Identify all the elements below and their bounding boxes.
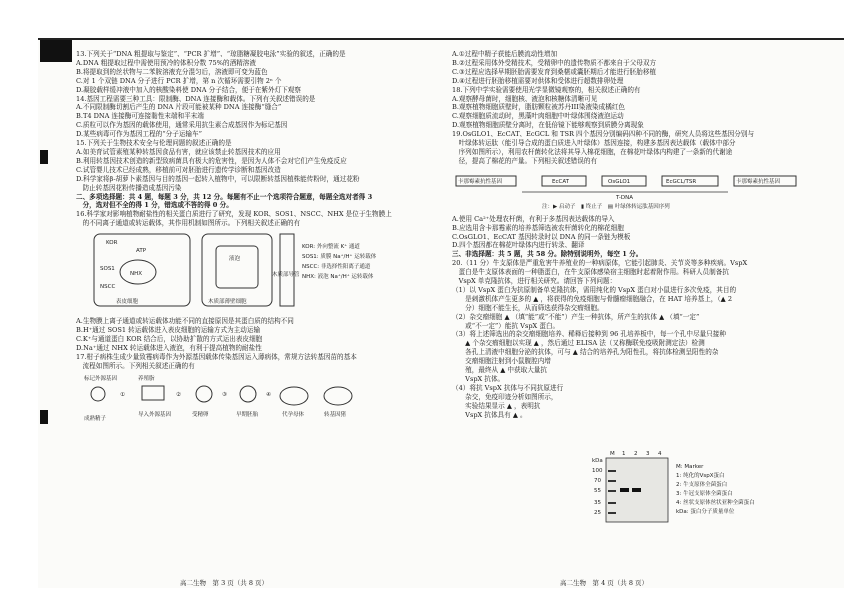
text-line: 分）细胞不能生长，从而筛选获得杂交瘤细胞。 — [452, 303, 604, 312]
text-line: （4）将抗 VspX 抗体与不同抗原进行 — [452, 383, 564, 392]
text-line: A.观察酵母菌时，细胞核、液泡和核糖体清晰可见 — [452, 94, 598, 103]
sperm-label: 成熟精子 — [84, 416, 107, 423]
blot-legend-line: 3: 牛冠支原体全菌蛋白 — [676, 491, 733, 497]
xylem-label: 木质部导管 — [272, 272, 300, 279]
step-label: 受精卵 — [192, 412, 209, 419]
lane-label: 1 — [622, 451, 626, 457]
sos1-label: SOS1 — [100, 266, 115, 273]
text-line: VspX 抗体。 — [452, 375, 505, 383]
nhx-label: NHX — [130, 271, 143, 278]
section-heading: 分，选对但不全的得 1 分，错选或不答的得 0 分。 — [76, 201, 233, 210]
gene-label: 卡那霉素抗性基因 — [458, 178, 503, 185]
text-line: 16.科学家对影响植物耐盐性的相关蛋白质进行了研究，发现 KOR、SOS1、NSCC、NHX 是位于生物膜上 — [76, 210, 392, 219]
text-line: 各孔上清液中细胞分泌的抗体，可与 ▲ 结合的培养孔为阳性孔，将抗体检测呈阳性的杂 — [452, 348, 719, 357]
nscc-label: NSCC — [100, 284, 116, 291]
kda-label: kDa — [592, 458, 603, 464]
transgenic-pig-flow-figure — [76, 372, 376, 432]
text-line: （2）杂交瘤细胞 ▲ （填“能”或“不能”）产生一种抗体，所产生的抗体 ▲ （填“一定” — [452, 312, 700, 321]
lane-label: M — [610, 451, 615, 457]
gene-construct-figure — [452, 168, 822, 210]
text-line: 交瘤细胞注射到小鼠腹腔内增 — [452, 357, 551, 366]
text-line: 蛋白是牛支原体表面的一种脂蛋白，在牛支原体感染宿主细胞时起着附作用。科研人员制备抗 — [452, 268, 729, 277]
page-3-column — [76, 50, 446, 437]
text-line: B.②过程采用体外受精技术，受精卵中的遗传物质不都来自于父母双方 — [452, 58, 657, 67]
gene-label: OsGLO1 — [608, 178, 631, 185]
text-line: （3）将上述筛选出的杂交瘤细胞培养、稀释后接种到 96 孔培养板中，每一个孔中尽量只接种 — [452, 330, 726, 339]
western-blot-figure — [592, 448, 832, 526]
size-label: 100 — [592, 468, 603, 474]
vacuole-2-shape — [216, 246, 258, 288]
surrogate-pig — [280, 387, 308, 405]
text-line: C.质粒可以作为基因的载体使用，通常采用抗生素合成基因作为标记基因 — [76, 121, 288, 130]
step-number: ① — [120, 392, 125, 399]
binding-mark — [40, 410, 48, 424]
legend-line: NSCC: 非选择性阳离子通道 — [302, 264, 371, 271]
marker-band — [608, 490, 616, 492]
text-line: D.观察植物细胞质壁分离时，在低倍镜下能够观察到质膜分离现象 — [452, 121, 644, 130]
page-footer-right: 高二生物 第 4 页（共 8 页） — [560, 579, 649, 587]
step-label: 标记外源基因 — [84, 376, 118, 383]
size-label: 35 — [594, 500, 601, 506]
marker-band — [608, 470, 616, 472]
text-line: 或“不一定”）能抗 VspX 蛋白。 — [452, 321, 560, 330]
text-line: A.①过程中精子获能后膜流动性增加 — [452, 50, 558, 58]
legend-line: KOR: 外向整流 K⁺ 通道 — [302, 244, 360, 251]
text-line: D.某些病毒可作为基因工程的“分子运输车” — [76, 130, 202, 139]
text-line: 径，提高了棉花的产量。下列相关叙述错误的有 — [452, 156, 598, 165]
marker-band — [608, 502, 616, 504]
text-line: 防止转基因花粉传播造成基因污染 — [76, 183, 182, 192]
lane-label: 2 — [634, 451, 638, 457]
text-line: B.将提取到的丝状物与二苯胺溶液充分混匀后，溶液即可变为蓝色 — [76, 67, 268, 76]
text-line: 实验结果显示 ▲ ，表明抗 — [452, 401, 541, 410]
size-label: 55 — [594, 488, 601, 494]
section-heading: 三、非选择题：共 5 题，共 58 分。除特别说明外，每空 1 分。 — [452, 250, 643, 259]
step-label: 转基因猪 — [324, 412, 347, 419]
text-line: B.利用转基因技术创造的新型致病菌具有极大的危害性，是因为人体不会对它们产生免疫反应 — [76, 156, 347, 165]
text-line: D.Na⁺通过 NHX 转运载体进入液泡，有利于提高植物的耐盐性 — [76, 343, 262, 352]
text-line: B.应选用含卡那霉素的培养基筛选被农杆菌转化的棉花细胞 — [452, 223, 624, 232]
text-line: 19.OsGLO1、EcCAT、EcGCL 和 TSR 四个基因分别编码四种不同的酶，研究人员将这些基因分别与 — [452, 130, 755, 139]
text-line: 流程如图所示。下列相关叙述正确的有 — [76, 361, 195, 370]
text-line: VspX 抗体具有 ▲ 。 — [452, 410, 527, 419]
text-line: B.观察植物细胞质壁时，脂肪颗粒被苏丹III染液染成橘红色 — [452, 103, 626, 112]
section-heading: 二、多项选择题：共 4 题，每题 3 分，共 12 分。每题有不止一个选项符合题意，每题全选对者得 3 — [76, 192, 373, 201]
parenchyma-cell — [202, 234, 272, 306]
text-line: D.四个基因都在棉花叶绿体内进行转录、翻译 — [452, 241, 585, 250]
step-number: ② — [176, 392, 181, 399]
text-line: 杂交，免疫印迹分析如图所示， — [452, 392, 558, 401]
step-label: 早期胚胎 — [236, 412, 259, 419]
step-number: ④ — [266, 392, 271, 399]
legend-line: SOS1: 质膜 Na⁺/H⁺ 运转载体 — [302, 254, 376, 261]
vacuole-label: 液泡 — [229, 256, 241, 263]
blot-legend-line: 1: 纯化的VspX蛋白 — [676, 473, 725, 479]
text-line: B.T4 DNA 连接酶可连接黏性末端和平末端 — [76, 112, 204, 121]
marker-band — [608, 480, 616, 482]
text-line: C.OsGLO1、EcCAT 基因转录时以 DNA 的同一条链为模板 — [452, 232, 631, 241]
binding-mark — [40, 150, 48, 164]
step-label: 导入外源基因 — [138, 412, 172, 419]
size-label: 25 — [594, 510, 601, 516]
page-footer-left: 高二生物 第 3 页（共 8 页） — [180, 579, 269, 587]
gene-label: 卡那霉素抗性基因 — [736, 178, 781, 185]
blot-legend-line: M: Marker — [676, 464, 704, 470]
gene-label: EcGCL/TSR — [666, 178, 697, 185]
blot-legend-line: kDa: 蛋白分子质量单位 — [676, 509, 735, 515]
size-label: 70 — [594, 478, 601, 484]
text-line: C.试管婴儿技术已经成熟，移植前可对胚胎进行遗传学诊断和基因改造 — [76, 165, 281, 174]
text-line: 13.下列关于“DNA 粗提取与鉴定”、“PCR 扩增”、“琼脂糖凝胶电泳”实验的叙述，正确的是 — [76, 50, 346, 58]
xylem-vessel — [280, 234, 294, 306]
text-line: C.K⁺与通道蛋白 KOR 结合后，以协助扩散的方式运出表皮细胞 — [76, 334, 263, 343]
text-line: A.DNA 粗提取过程中需使用预冷的体积分数 75%的酒精溶液 — [76, 58, 256, 67]
sample-band — [620, 488, 629, 492]
text-line: B.H⁺通过 SOS1 转运载体进入表皮细胞的运输方式为主动运输 — [76, 325, 261, 334]
scan-corner-mark — [40, 40, 72, 62]
sample-band — [632, 488, 641, 492]
text-line: VspX 单克隆抗体，进行相关研究。请回答下列问题： — [452, 277, 617, 286]
cell-wall-label: 木质部薄壁细胞 — [208, 299, 247, 306]
text-line: 18.下列中学实验需要使用光学显微镜观察的，相关叙述正确的有 — [452, 85, 641, 94]
text-line: 序列如图所示），利用农杆菌转化法将其导入棉花细胞，在棉花叶绿体内构建了一条新的代谢途 — [452, 147, 733, 156]
atp-label: ATP — [136, 248, 147, 255]
blot-legend-line: 2: 牛支原体全菌蛋白 — [676, 482, 728, 488]
gene-circle — [91, 387, 105, 401]
text-line: ▲ 个杂交瘤细胞以实现 ▲ ，然后通过 ELISA 法（又称酶联免疫吸附测定法）检测 — [452, 339, 705, 348]
epidermis-label: 表皮细胞 — [116, 299, 139, 306]
step-label: 代孕母体 — [282, 412, 305, 419]
tdna-label: T-DNA — [616, 194, 633, 201]
lane-label: 4 — [658, 451, 662, 457]
text-line: C.③过程应选择早期胚胎需要发育到桑椹或囊胚期后才能进行胚胎移植 — [452, 67, 657, 76]
culture-dish — [142, 386, 164, 400]
zygote-circle — [196, 386, 212, 402]
text-line: 殖，最终从 ▲ 中获取大量抗 — [452, 366, 547, 375]
text-line: 17.柑子病株生成少量致霉病毒作为外源基因载体传染基因运入薄病体，常规方法转基因苗的基本 — [76, 352, 357, 361]
text-line: D.科学家将β-胡萝卜素基因与目的基因一起转入植物中，可以限断转基因植株能传粉时，通过花粉 — [76, 174, 360, 183]
text-line: D.④过程进行胚胎移植需要对供体和受体进行超数排卵处理 — [452, 76, 624, 85]
legend-line: NHX: 液泡 Na⁺/H⁺ 运转载体 — [302, 274, 374, 281]
ion-transport-figure — [76, 230, 376, 312]
text-line: A.使用 Ca²⁺处理农杆菌，有利于多基因表达载体的导入 — [452, 214, 615, 223]
text-line: D.凝胶载样缓冲液中加入的核酸染料使 DNA 分子结合，便于在紫外灯下观察 — [76, 85, 301, 94]
text-line: C.观察细胞质流动时，黑藻叶肉细胞中叶绿体围绕液泡运动 — [452, 112, 624, 121]
text-line: 15.下列关于生物技术安全与伦理问题的叙述正确的是 — [76, 139, 232, 148]
text-line: 20.（11 分）牛支原体是严重危害牛养殖业的一种病原体，它能引起肺炎、关节炎等多种疾病。VspX — [452, 259, 748, 268]
text-line: 是刺激机体产生更多的 ▲ ，将获得的免疫细胞与骨髓瘤细胞融合，在 HAT 培养基上，（▲ 2 — [452, 294, 733, 303]
text-line: A.如美育试管素殖某种转基因食品有害，就应该禁止转基因技术的应用 — [76, 147, 281, 156]
text-line: A.不同限制酶切割后产生的 DNA 片段可能被某种 DNA 连接酶“缝合” — [76, 103, 282, 112]
step-label: 养殖脂 — [138, 376, 155, 383]
marker-band — [608, 512, 616, 514]
text-line: （1）以 VspX 蛋白为抗原制备单克隆抗体，需用纯化的 VspX 蛋白对小鼠进行多次免疫，其目的 — [452, 285, 737, 294]
step-number: ③ — [222, 392, 227, 399]
text-line: 14.基因工程需要三种工具：限制酶、DNA 连接酶和载体。下列有关叙述错误的是 — [76, 94, 316, 103]
page-4-column — [452, 50, 822, 420]
blot-legend-line: 4: 丝状支原体丝状亚种全菌蛋白 — [676, 500, 755, 506]
construct-legend: 注：▶ 启动子 ▮ 终止子 ▤ 叶绿体转运肽基因序列 — [542, 203, 670, 210]
text-line: C.对 1 个双链 DNA 分子进行 PCR 扩增，第 n 次循环需要引物 2ⁿ 个 — [76, 76, 282, 85]
gene-label: EcCAT — [552, 178, 570, 185]
text-line: A.生物膜上离子通道或转运载体功能不同的直接原因是其蛋白质的结构不同 — [76, 317, 294, 326]
transgenic-pig — [324, 387, 352, 405]
kor-label: KOR — [106, 240, 118, 247]
text-line: 叶绿体转运肽（能引导合成的蛋白质进入叶绿体）基因连接，构建多基因表达载体（载体中部分 — [452, 139, 736, 148]
text-line: 的不同离子通道或转运载体，其作用机制如图所示。下列相关叙述正确的有 — [76, 219, 301, 228]
embryo-circle — [240, 386, 256, 402]
lane-label: 3 — [646, 451, 650, 457]
